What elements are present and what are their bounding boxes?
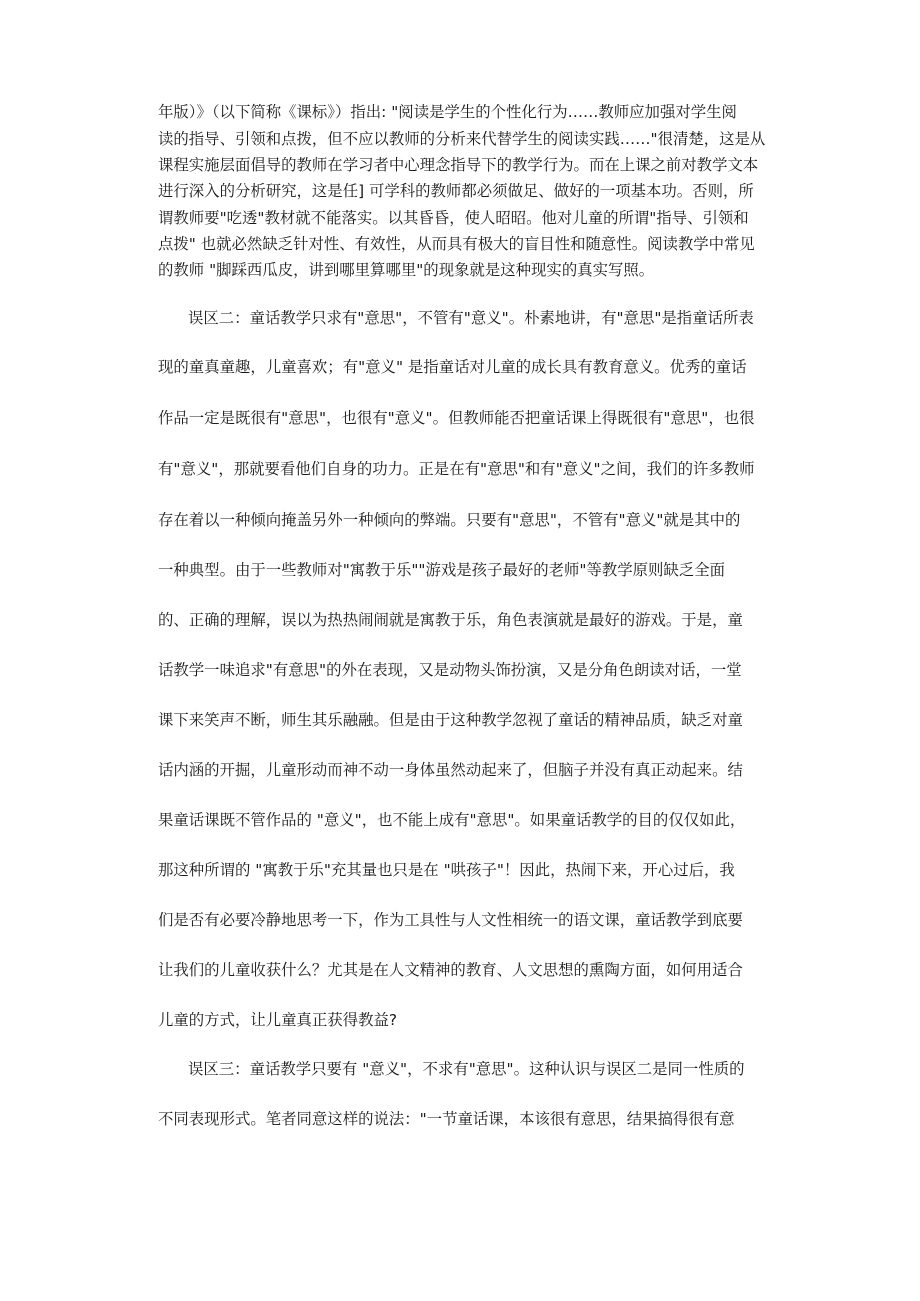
text-line: 课下来笑声不断，师生其乐融融。但是由于这种教学忽视了童话的精神品质，缺乏对童 (158, 711, 743, 729)
text-line: 读的指导、引领和点拨，但不应以教师的分析来代替学生的阅读实践……"很清楚，这是从 (158, 130, 766, 148)
text-line: 一种典型。由于一些教师对"寓教于乐""游戏是孩子最好的老师"等教学原则缺乏全面 (158, 561, 725, 579)
text-line: 作品一定是既很有"意思"，也很有"意义"。但教师能否把童话课上得既很有"意思"，也很 (158, 409, 755, 427)
text-line: 让我们的儿童收获什么？尤其是在人文精神的教育、人文思想的熏陶方面，如何用适合 (158, 961, 743, 979)
text-line: 话内涵的开掘，儿童形动而神不动一身体虽然动起来了，但脑子并没有真正动起来。结 (158, 761, 743, 779)
text-line: 们是否有必要冷静地思考一下，作为工具性与人文性相统一的语文课，童话教学到底要 (158, 911, 743, 929)
text-line: 有"意义"，那就要看他们自身的功力。正是在有"意思"和有"意义"之间，我们的许多教师 (158, 460, 755, 478)
text-line: 的教师 "脚踩西瓜皮，讲到哪里算哪里"的现象就是这种现实的真实写照。 (158, 261, 655, 279)
text-line: 那这种所谓的 "寓教于乐"充其量也只是在 "哄孩子"！因此，热闹下来，开心过后，我 (158, 861, 735, 879)
text-line: 果童话课既不管作品的 "意义"，也不能上成有"意思"。如果童话教学的目的仅仅如此， (158, 811, 746, 829)
text-line: 进行深入的分析研究，这是任] 可学科的教师都必须做足、做好的一项基本功。否则，所 (158, 182, 754, 200)
text-line: 谓教师要"吃透"教材就不能落实。以其昏昏，使人昭昭。他对儿童的所谓"指导、引领和 (158, 209, 749, 227)
text-line: 误区三：童话教学只要有 "意义"，不求有"意思"。这种认识与误区二是同一性质的 (188, 1060, 745, 1078)
text-line: 存在着以一种倾向掩盖另外一种倾向的弊端。只要有"意思"，不管有"意义"就是其中的 (158, 511, 741, 529)
text-line: 的、正确的理解，误以为热热闹闹就是寓教于乐，角色表演就是最好的游戏。于是，童 (158, 611, 743, 629)
text-line: 点拨" 也就必然缺乏针对性、有效性，从而具有极大的盲目性和随意性。阅读教学中常见 (158, 235, 755, 253)
text-line: 年版）》（以下简称《课标》）指出: "阅读是学生的个性化行为……教师应加强对学生阅 (158, 103, 737, 121)
text-line: 课程实施层面倡导的教师在学习者中心理念指导下的教学行为。而在上课之前对教学文本 (158, 156, 759, 174)
text-line: 话教学一味追求"有意思"的外在表现，又是动物头饰扮演，又是分角色朗读对话，一堂 (158, 661, 742, 679)
text-line: 不同表现形式。笔者同意这样的说法："一节童话课，本该很有意思，结果搞得很有意 (158, 1110, 735, 1128)
text-line: 儿童的方式，让儿童真正获得教益? (158, 1011, 398, 1029)
text-line: 现的童真童趣，儿童喜欢；有"意义" 是指童话对儿童的成长具有教育意义。优秀的童话 (158, 358, 747, 376)
text-line: 误区二：童话教学只求有"意思"，不管有"意义"。朴素地讲，有"意思"是指童话所表 (188, 309, 754, 327)
